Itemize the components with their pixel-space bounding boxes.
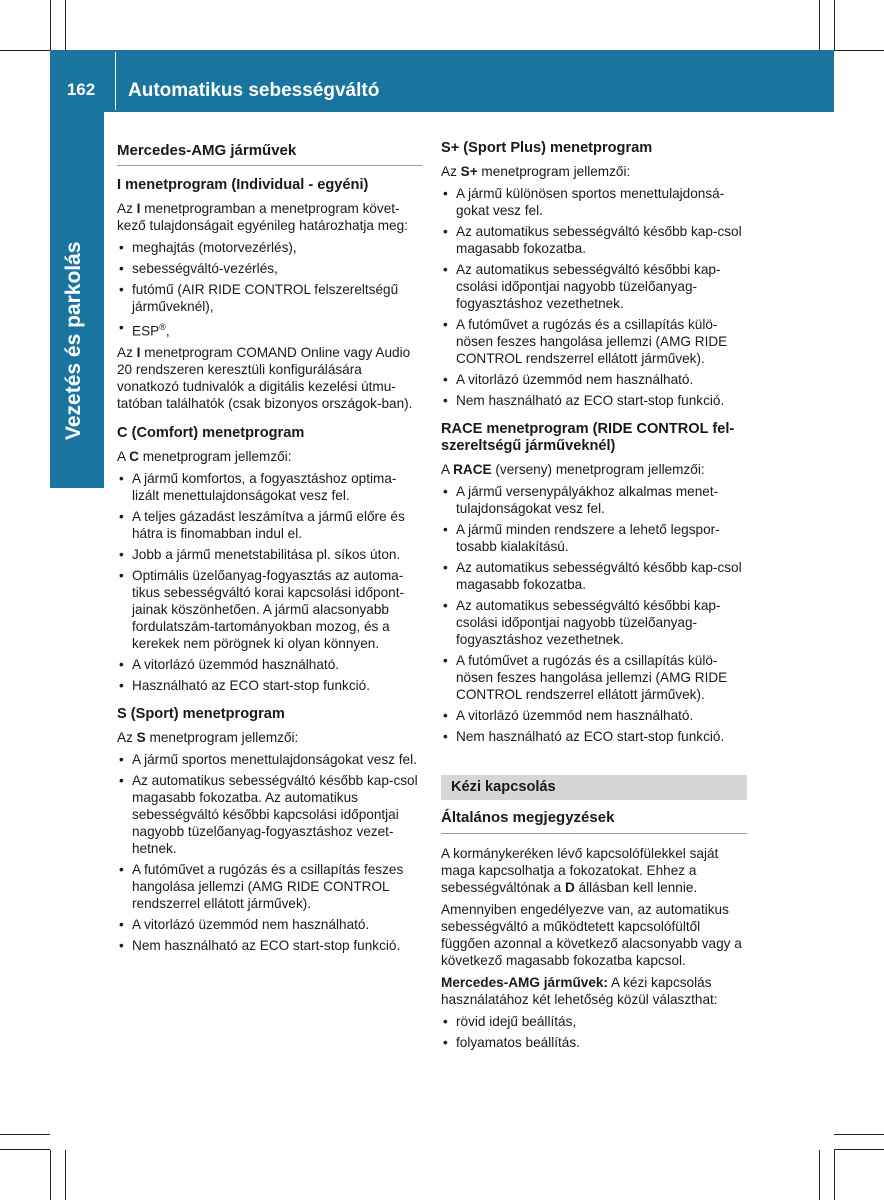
list-item: • A vitorlázó üzemmód nem használható. [441, 371, 747, 388]
list-item: • folyamatos beállítás. [441, 1034, 747, 1051]
crop-mark [834, 1150, 835, 1200]
race-intro: A RACE (verseny) menetprogram jellemzői: [441, 462, 705, 477]
list-item: • A jármű minden rendszere a lehető legspor-tosabb kialakítású. [441, 521, 747, 555]
list-item-esp: • ESP®, [117, 319, 422, 340]
general-notes-heading: Általános megjegyzések [441, 809, 747, 834]
list-item: • sebességváltó-vezérlés, [117, 260, 422, 277]
list-item: • A jármű különösen sportos menettulajdonsá-gokat vesz fel. [441, 185, 747, 219]
list-item: • Az automatikus sebességváltó később kap-csol magasabb fokozatba. [441, 559, 747, 593]
crop-mark [0, 1134, 50, 1135]
race-title: RACE menetprogram (RIDE CONTROL fel-szereltségű járműveknél) [441, 421, 735, 454]
list-item: • A futóművet a rugózás és a csillapítás külö-nösen feszes hangolása jellemzi (AMG RIDE CONTROL rendszerrel ellátott járművek). [441, 316, 747, 367]
sport-plus-title: S+ (Sport Plus) menetprogram [441, 140, 653, 156]
list-item: • Az automatikus sebességváltó később kap-csol magasabb fokozatba. Az automatikus sebességváltó későbbi kapcsolási időpontjai nagyobb tüzelőanyag-fogyasztáshoz vezet-hetnek. [117, 772, 422, 857]
list-item: • A vitorlázó üzemmód használható. [117, 656, 422, 673]
list-item: • A futóművet a rugózás és a csillapítás külö-nösen feszes hangolása jellemzi (AMG RIDE CONTROL rendszerrel ellátott járművek). [441, 652, 747, 703]
crop-mark [50, 1150, 51, 1200]
list-item: • Az automatikus sebességváltó később kap-csol magasabb fokozatba. [441, 223, 747, 257]
crop-mark [819, 1150, 820, 1200]
section-heading: Mercedes-AMG járművek [117, 140, 422, 166]
paragraph: Mercedes-AMG járművek: A kézi kapcsolás használatához két lehetőség közül választhat: [441, 975, 718, 1007]
individual-title: I menetprogram (Individual - egyéni) [117, 177, 369, 193]
header-divider [115, 52, 116, 110]
right-column [441, 140, 747, 1055]
comfort-intro: A C menetprogram jellemzői: [117, 448, 292, 464]
list-item: • A jármű komfortos, a fogyasztáshoz optima-lizált menettulajdonságokat vesz fel. [117, 470, 422, 504]
page-title: Automatikus sebességváltó [128, 80, 380, 101]
paragraph: A kormánykeréken lévő kapcsolófülekkel saját maga kapcsolhatja a fokozatokat. Ehhez a sebességváltónak a D állásban kell lennie. [441, 846, 719, 895]
crop-mark [834, 1149, 884, 1150]
page-number: 162 [66, 80, 96, 99]
list-item: • A jármű sportos menettulajdonságokat vesz fel. [117, 751, 422, 768]
sport-intro: Az S menetprogram jellemzői: [117, 729, 299, 745]
list-item: • meghajtás (motorvezérlés), [117, 239, 422, 256]
manual-shift-box-title: Kézi kapcsolás [441, 775, 747, 800]
list-item: • Jobb a jármű menetstabilitása pl. síkos úton. [117, 546, 422, 563]
list-item: • Az automatikus sebességváltó későbbi kap-csolási időpontjai nagyobb tüzelőanyag-fogyasztáshoz vezethetnek. [441, 597, 747, 648]
list-item: • Optimális üzelőanyag-fogyasztás az automa-tikus sebességváltó korai kapcsolási időpont-jainak köszönhetően. A jármű alacsonyabb fordulatszám-tartományokban mozog, és a kerekek nem pörögnek ki olyan könnyen. [117, 567, 422, 652]
comfort-title: C (Comfort) menetprogram [117, 424, 305, 441]
crop-mark [65, 0, 66, 50]
individual-intro: Az I menetprogramban a menetprogram követ-kező tulajdonságait egyénileg határozhatja meg: [117, 201, 408, 233]
crop-mark [819, 0, 820, 50]
list-item: • A vitorlázó üzemmód nem használható. [441, 707, 747, 724]
list-item: • rövid idejű beállítás, [441, 1013, 747, 1030]
paragraph: Amennyiben engedélyezve van, az automatikus sebességváltó a működtetett kapcsolófültől függően azonnal a következő alacsonyabb vagy a következő magasabb fokozatba kapcsol. [441, 902, 742, 968]
list-item: • Az automatikus sebességváltó későbbi kap-csolási időpontjai nagyobb tüzelőanyag-fogyasztáshoz vezethetnek. [441, 261, 747, 312]
list-item: • A teljes gázadást leszámítva a jármű előre és hátra is finomabban indul el. [117, 508, 422, 542]
crop-mark [0, 1149, 50, 1150]
list-item: • Nem használható az ECO start-stop funkció. [117, 937, 422, 954]
left-column [117, 140, 422, 958]
crop-mark [0, 50, 50, 51]
list-item: • Nem használható az ECO start-stop funkció. [441, 392, 747, 409]
list-item: • futómű (AIR RIDE CONTROL felszereltségű járműveknél), [117, 281, 422, 315]
crop-mark [50, 0, 51, 50]
sport-plus-intro: Az S+ menetprogram jellemzői: [441, 164, 631, 179]
crop-mark [834, 1134, 884, 1135]
list-item: • A jármű versenypályákhoz alkalmas menet-tulajdonságokat vesz fel. [441, 483, 747, 517]
crop-mark [834, 0, 835, 50]
side-tab-label: Vezetés és parkolás [62, 241, 85, 440]
list-item: • A vitorlázó üzemmód nem használható. [117, 916, 422, 933]
crop-mark [834, 50, 884, 51]
individual-note: Az I menetprogram COMAND Online vagy Audio 20 rendszeren keresztüli konfigurálására vonatkozó tudnivalók a digitális kezelési útmu-tatóban találhatók (csak bizonyos országok-ban). [117, 344, 413, 411]
crop-mark [65, 1150, 66, 1200]
list-item: • A futóművet a rugózás és a csillapítás feszes hangolása jellemzi (AMG RIDE CONTROL rendszerrel ellátott járművek). [117, 861, 422, 912]
sport-title: S (Sport) menetprogram [117, 705, 285, 722]
list-item: • Használható az ECO start-stop funkció. [117, 677, 422, 694]
list-item: • Nem használható az ECO start-stop funkció. [441, 728, 747, 745]
